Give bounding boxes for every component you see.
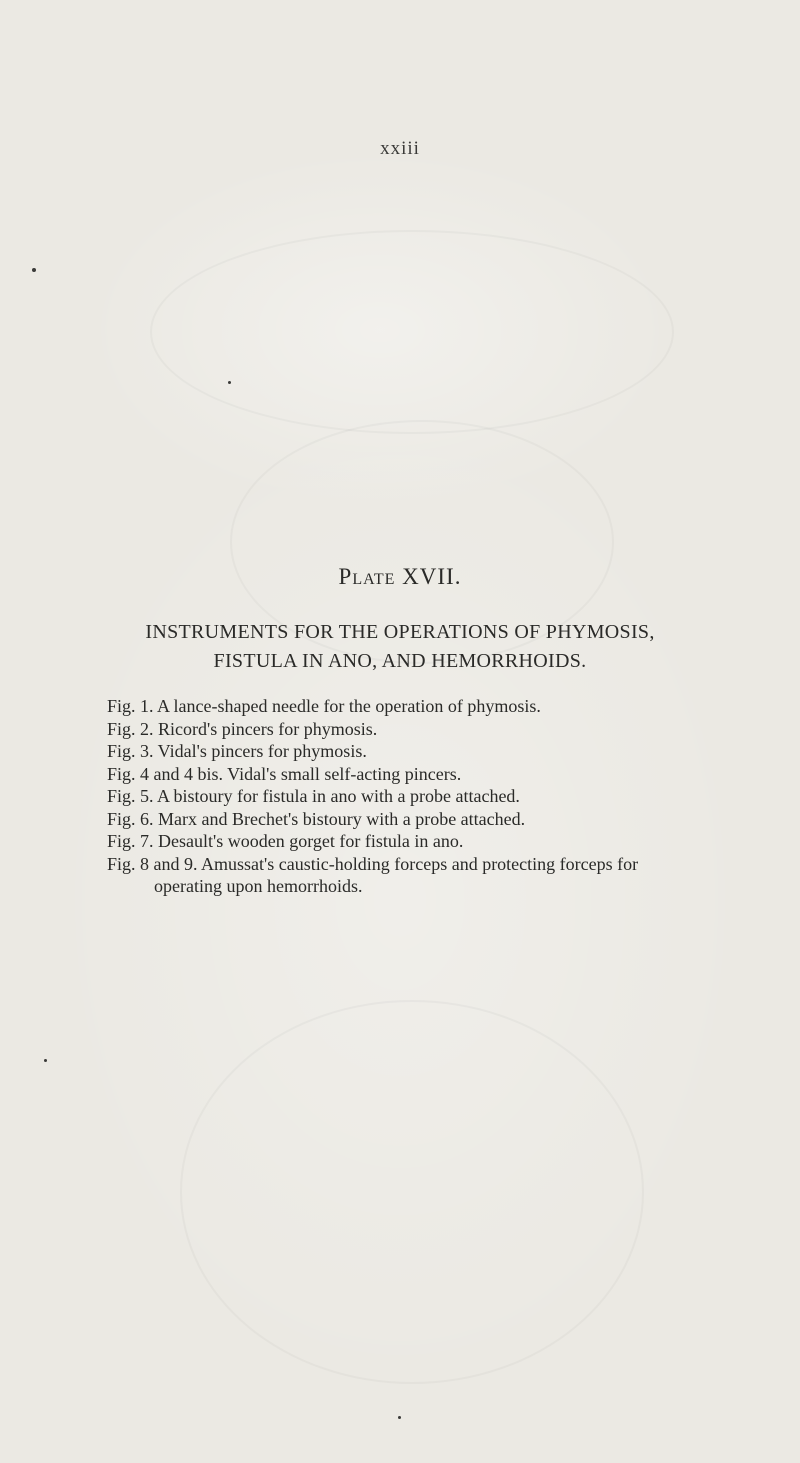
heading-line: INSTRUMENTS FOR THE OPERATIONS OF PHYMOSIS, [145,621,655,643]
figure-caption: Fig. 1. A lance-shaped needle for the operation of phymosis. [107,696,541,716]
figure-caption: Fig. 2. Ricord's pincers for phymosis. [107,718,378,739]
ink-speck [228,381,231,384]
figure-caption: Fig. 7. Desault's wooden gorget for fistula in ano. [107,831,464,851]
bleed-through-shape [180,1000,644,1384]
heading-line: FISTULA IN ANO, AND HEMORRHOIDS. [213,650,587,672]
figure-caption: Fig. 6. Marx and Brechet's bistoury with a probe attached. [107,808,526,829]
figure-caption: Fig. 4 and 4 bis. Vidal's small self-acting pincers. [107,763,462,784]
bleed-through-shape [150,230,674,434]
plate-heading [0,618,800,676]
figure-caption-continuation: operating upon hemorrhoids. [154,876,363,896]
plate-title: Plate XVII. [338,564,462,589]
figure-caption: Fig. 8 and 9. Amussat's caustic-holding forceps and protecting forceps for operating upon hemorrhoids. [107,853,787,898]
ink-speck [398,1416,401,1419]
figure-list [107,695,787,898]
figure-caption: Fig. 5. A bistoury for fistula in ano with a probe attached. [107,786,520,806]
page-number: xxiii [380,138,420,159]
figure-caption: Fig. 3. Vidal's pincers for phymosis. [107,741,367,761]
ink-speck [32,268,36,272]
ink-speck [44,1059,47,1062]
